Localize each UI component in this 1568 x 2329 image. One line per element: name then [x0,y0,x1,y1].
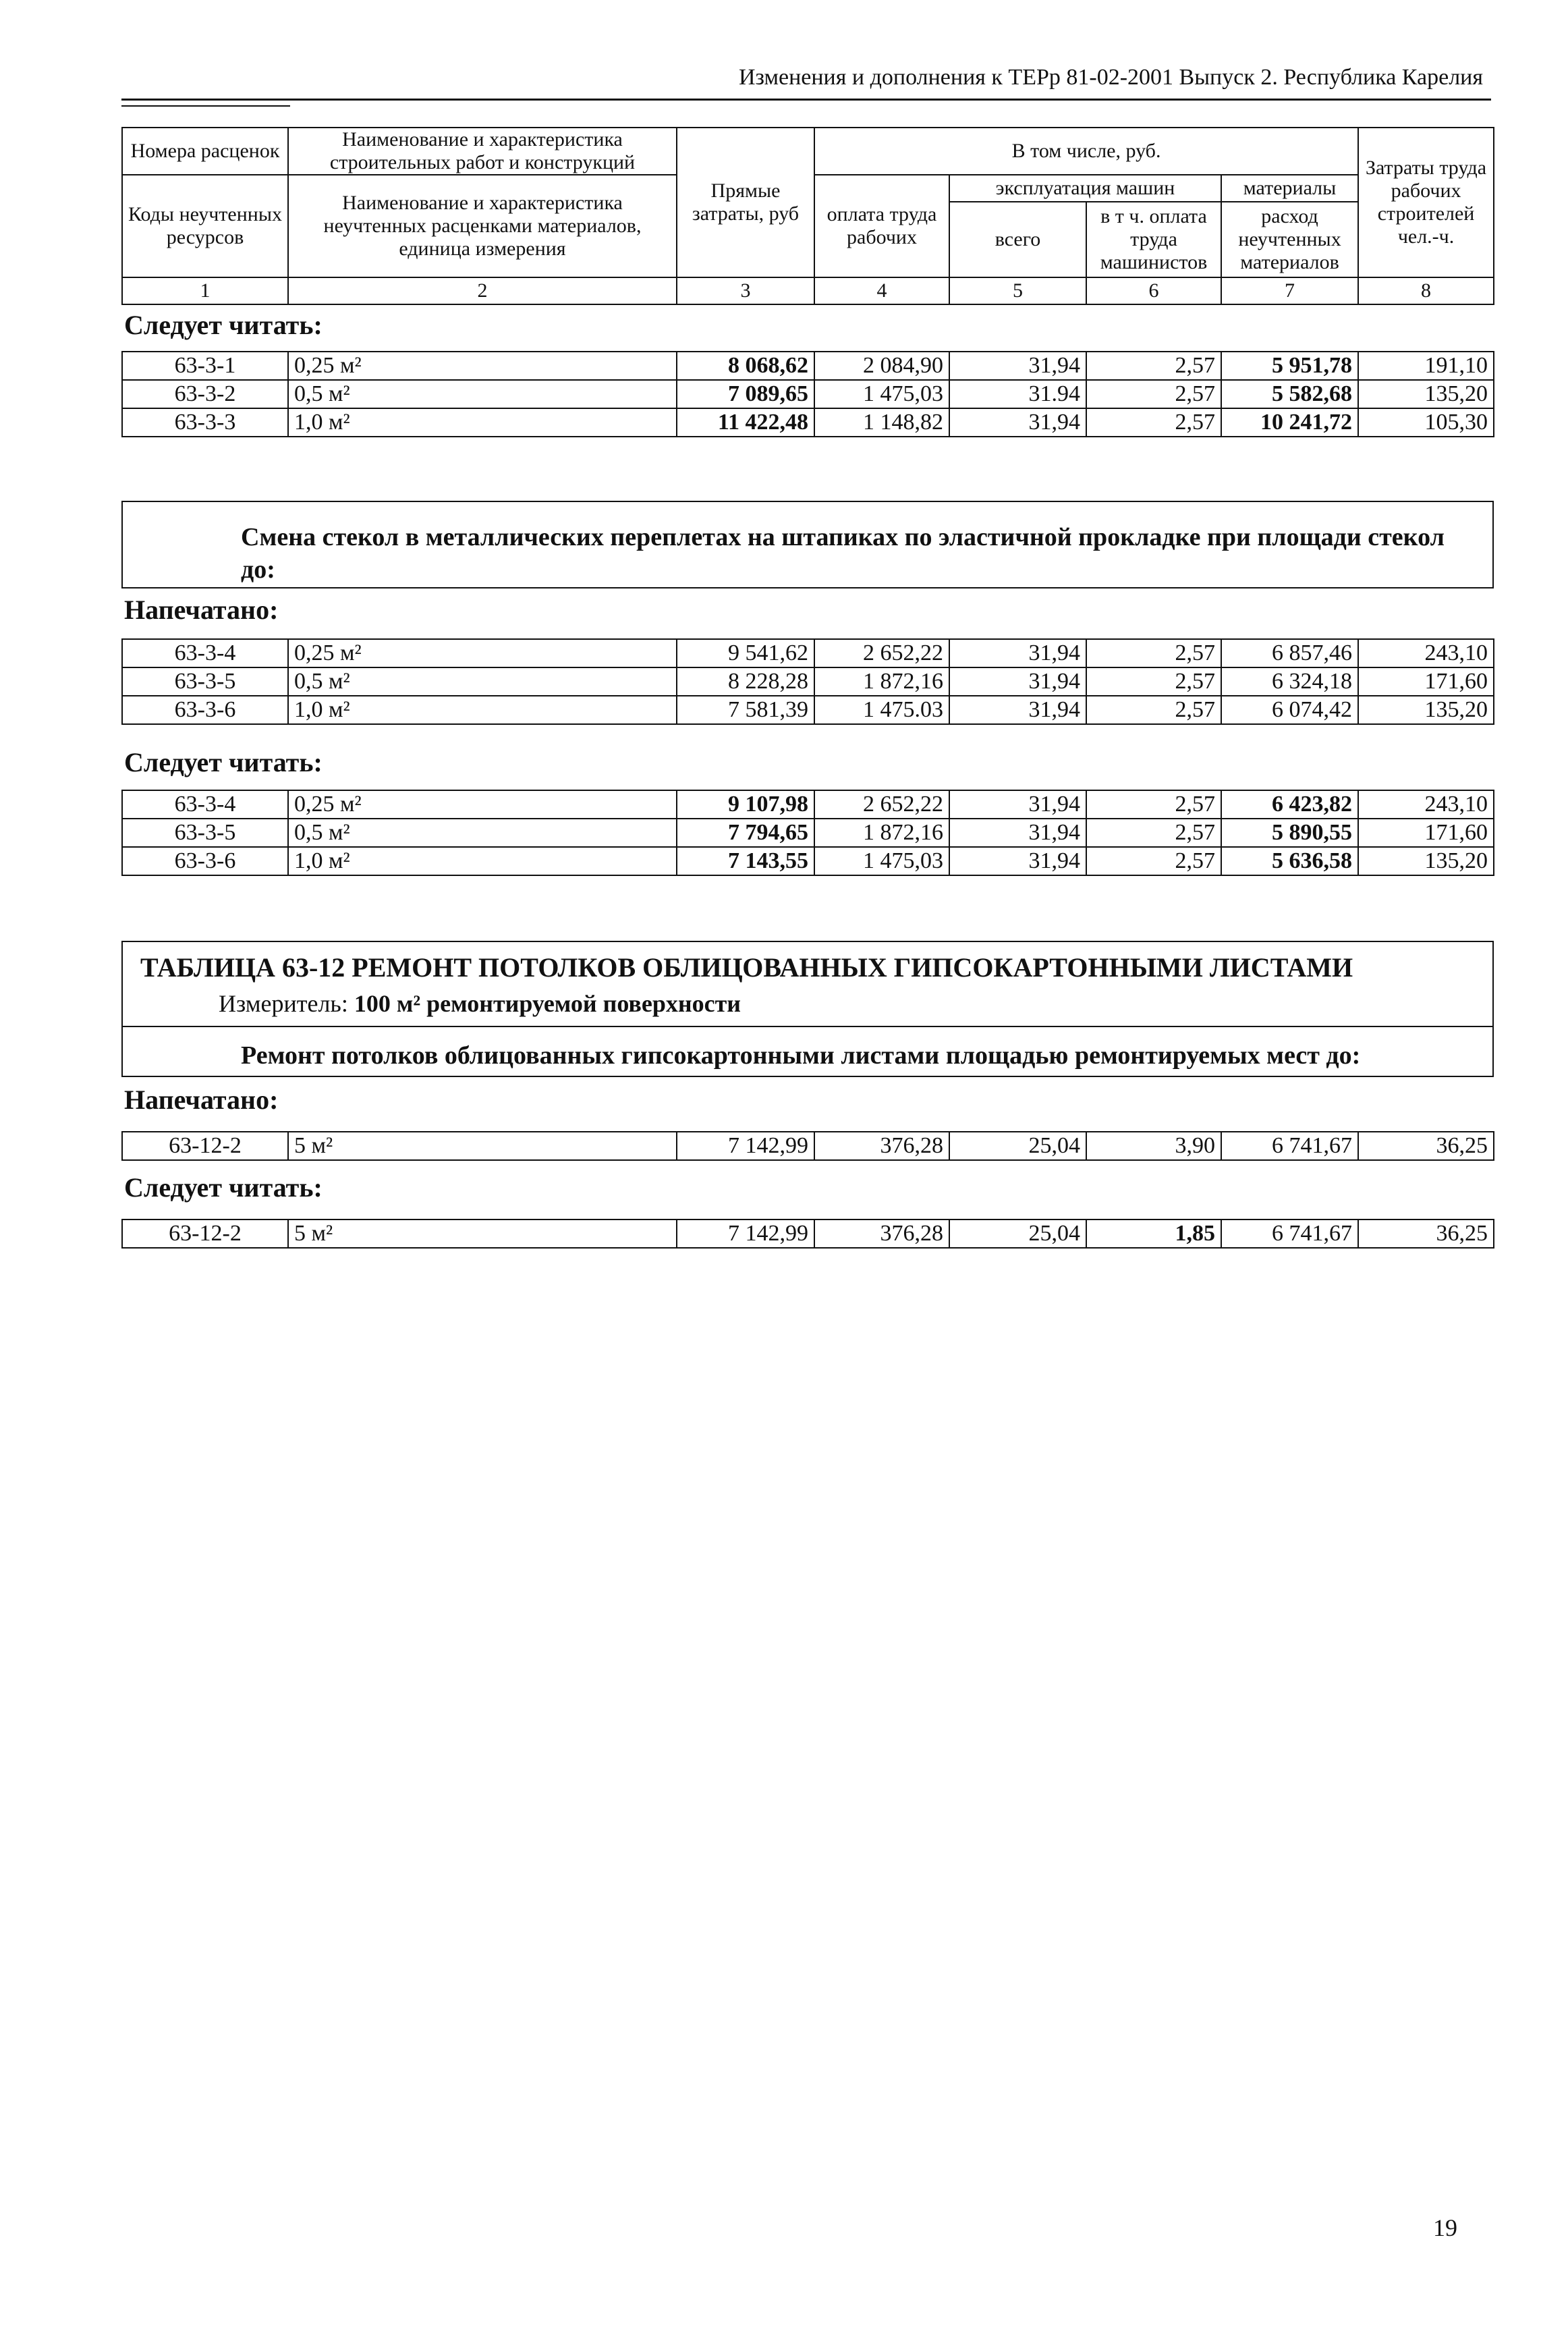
row-direct: 7 142,99 [677,1132,814,1160]
row-mat: 6 741,67 [1221,1132,1358,1160]
col-num-1: 1 [122,277,288,304]
measure-prefix: Измеритель: [219,990,354,1017]
row-name: 1,0 м² [288,408,677,437]
label-should-read: Следует читать: [124,310,323,340]
section3-measure [219,989,741,1018]
row-hours: 191,10 [1358,352,1494,380]
row-name: 0,5 м² [288,667,677,696]
row-mat: 5 582,68 [1221,380,1358,408]
row-direct: 8 228,28 [677,667,814,696]
col-num-3: 3 [677,277,814,304]
header-col7: расход неучтенных материалов [1221,202,1358,277]
row-code: 63-3-5 [122,819,288,847]
col-num-8: 8 [1358,277,1494,304]
section3-subtitle-box [121,1024,1494,1077]
header-materials: материалы [1221,175,1358,202]
row-mach-labor: 2,57 [1086,667,1221,696]
row-mach-labor: 2,57 [1086,380,1221,408]
row-mach-labor: 2,57 [1086,790,1221,819]
row-name: 0,5 м² [288,819,677,847]
row-mach-labor: 2,57 [1086,352,1221,380]
row-direct: 7 581,39 [677,696,814,724]
table-row [122,696,1494,724]
table-row [122,1132,1494,1160]
table-row [122,352,1494,380]
row-mach: 31,94 [949,667,1086,696]
header-col6: в т ч. оплата труда машинистов [1086,202,1221,277]
row-code: 63-3-1 [122,352,288,380]
header-col4: оплата труда рабочих [814,175,949,277]
table-row [122,1220,1494,1248]
header-col1-top: Номера расценок [122,128,288,175]
row-code: 63-3-6 [122,847,288,875]
header-machines: эксплуатация машин [949,175,1221,202]
row-name: 0,25 м² [288,790,677,819]
header-rule-short [121,105,290,107]
row-mat: 5 951,78 [1221,352,1358,380]
label-should-read: Следует читать: [124,1172,323,1203]
row-mach: 31,94 [949,847,1086,875]
row-labor: 1 475,03 [814,380,949,408]
row-mach: 25,04 [949,1132,1086,1160]
section3-subtitle: Ремонт потолков облицованных гипсокартонными листами площадью ремонтируемых мест до: [241,1041,1361,1070]
row-mat: 6 741,67 [1221,1220,1358,1248]
table-row [122,667,1494,696]
row-mat: 10 241,72 [1221,408,1358,437]
row-hours: 171,60 [1358,819,1494,847]
row-hours: 135,20 [1358,847,1494,875]
row-labor: 1 475.03 [814,696,949,724]
col-num-5: 5 [949,277,1086,304]
row-hours: 135,20 [1358,696,1494,724]
row-mach-labor: 2,57 [1086,408,1221,437]
section2-printed-table [121,638,1494,725]
section3-printed-table [121,1131,1494,1161]
header-col8: Затраты труда рабочих строителей чел.-ч. [1358,128,1494,277]
row-mat: 6 857,46 [1221,639,1358,667]
row-direct: 8 068,62 [677,352,814,380]
row-code: 63-3-4 [122,790,288,819]
row-labor: 1 872,16 [814,667,949,696]
row-mat: 6 324,18 [1221,667,1358,696]
row-hours: 243,10 [1358,790,1494,819]
row-name: 1,0 м² [288,696,677,724]
row-name: 0,5 м² [288,380,677,408]
row-hours: 135,20 [1358,380,1494,408]
row-mat: 6 074,42 [1221,696,1358,724]
row-mach: 31.94 [949,380,1086,408]
row-hours: 171,60 [1358,667,1494,696]
table-row [122,380,1494,408]
row-mach: 31,94 [949,639,1086,667]
row-code: 63-12-2 [122,1132,288,1160]
row-code: 63-3-2 [122,380,288,408]
row-direct: 9 107,98 [677,790,814,819]
row-name: 0,25 м² [288,352,677,380]
row-mach: 25,04 [949,1220,1086,1248]
measure-value: 100 м² ремонтируемой поверхности [354,990,741,1017]
row-code: 63-3-6 [122,696,288,724]
header-incl: В том числе, руб. [814,128,1358,175]
row-mach: 31,94 [949,790,1086,819]
table-row [122,639,1494,667]
row-hours: 36,25 [1358,1132,1494,1160]
row-direct: 7 089,65 [677,380,814,408]
col-num-4: 4 [814,277,949,304]
row-code: 63-3-4 [122,639,288,667]
row-labor: 1 148,82 [814,408,949,437]
row-mach-labor: 3,90 [1086,1132,1221,1160]
col-num-7: 7 [1221,277,1358,304]
row-mach-labor: 2,57 [1086,639,1221,667]
row-code: 63-3-3 [122,408,288,437]
row-mach: 31,94 [949,408,1086,437]
row-name: 1,0 м² [288,847,677,875]
row-hours: 105,30 [1358,408,1494,437]
header-col3: Прямые затраты, руб [677,128,814,277]
row-hours: 243,10 [1358,639,1494,667]
row-labor: 376,28 [814,1220,949,1248]
row-labor: 2 084,90 [814,352,949,380]
row-hours: 36,25 [1358,1220,1494,1248]
row-mach: 31,94 [949,352,1086,380]
header-col2-top: Наименование и характеристика строительных работ и конструкций [288,128,677,175]
row-mach: 31,94 [949,819,1086,847]
section1-table [121,351,1494,437]
label-printed: Напечатано: [124,595,279,625]
header-col5: всего [949,202,1086,277]
row-labor: 1 872,16 [814,819,949,847]
row-direct: 11 422,48 [677,408,814,437]
row-mat: 5 890,55 [1221,819,1358,847]
row-code: 63-12-2 [122,1220,288,1248]
row-labor: 2 652,22 [814,790,949,819]
row-mat: 5 636,58 [1221,847,1358,875]
table-row [122,408,1494,437]
row-labor: 1 475,03 [814,847,949,875]
col-num-6: 6 [1086,277,1221,304]
page-number: 19 [1433,2214,1457,2241]
header-col1-bottom: Коды неучтенных ресурсов [122,175,288,277]
section2-read-table [121,790,1494,876]
row-direct: 7 143,55 [677,847,814,875]
row-name: 5 м² [288,1220,677,1248]
section3-title-box [121,941,1494,1027]
running-header: Изменения и дополнения к ТЕРр 81-02-2001 Выпуск 2. Республика Карелия [738,65,1483,90]
column-header-table [121,127,1494,305]
table-row [122,819,1494,847]
row-mach-labor: 1,85 [1086,1220,1221,1248]
row-direct: 7 794,65 [677,819,814,847]
section2-title-box [121,501,1494,588]
row-mach-labor: 2,57 [1086,696,1221,724]
label-should-read: Следует читать: [124,747,323,777]
row-name: 5 м² [288,1132,677,1160]
row-labor: 376,28 [814,1132,949,1160]
section2-title: Смена стекол в металлических переплетах на штапиках по эластичной прокладке при площади стекол до: [241,523,1445,584]
section3-title: ТАБЛИЦА 63-12 РЕМОНТ ПОТОЛКОВ ОБЛИЦОВАННЫХ ГИПСОКАРТОННЫМИ ЛИСТАМИ [140,952,1353,983]
table-row [122,790,1494,819]
section3-read-table [121,1219,1494,1249]
row-code: 63-3-5 [122,667,288,696]
row-mat: 6 423,82 [1221,790,1358,819]
row-direct: 7 142,99 [677,1220,814,1248]
row-mach-labor: 2,57 [1086,847,1221,875]
table-row [122,847,1494,875]
col-num-2: 2 [288,277,677,304]
row-labor: 2 652,22 [814,639,949,667]
row-direct: 9 541,62 [677,639,814,667]
row-mach-labor: 2,57 [1086,819,1221,847]
header-col2-bottom: Наименование и характеристика неучтенных расценками материалов, единица измерения [288,175,677,277]
label-printed: Напечатано: [124,1085,279,1115]
row-mach: 31,94 [949,696,1086,724]
row-name: 0,25 м² [288,639,677,667]
header-rule [121,99,1491,101]
